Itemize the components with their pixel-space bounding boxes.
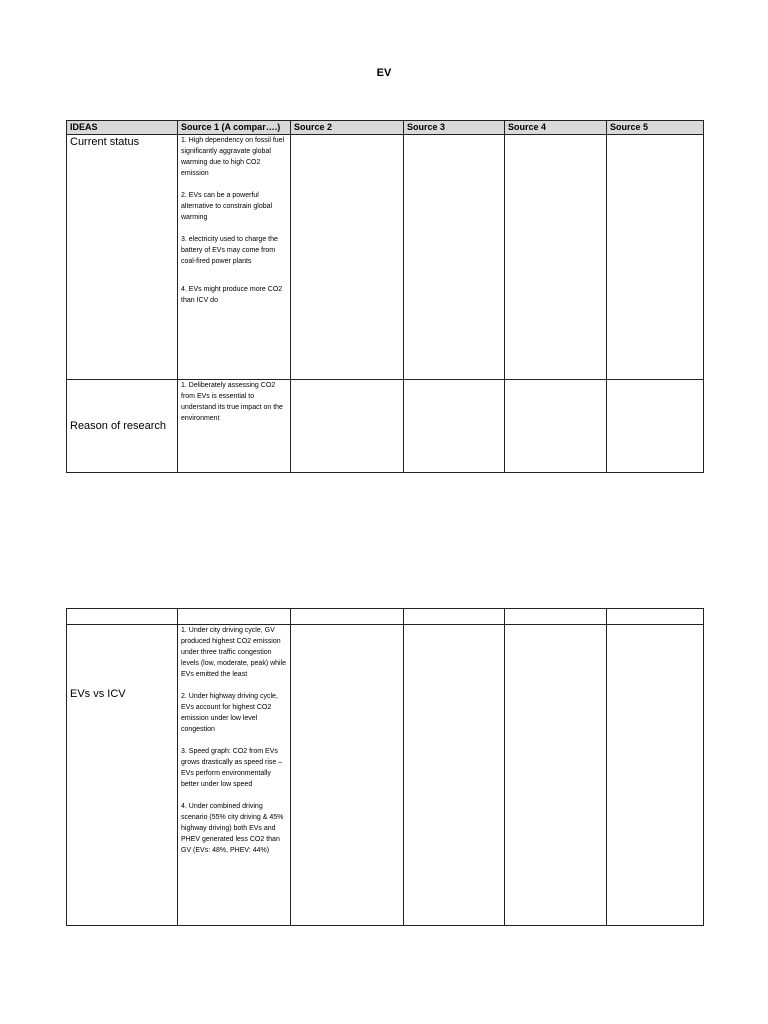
header-ideas: IDEAS xyxy=(67,121,178,135)
table-header-row xyxy=(67,121,704,135)
empty-header-row xyxy=(67,609,704,625)
ideas-table xyxy=(66,120,704,473)
idea-label: EVs vs ICV xyxy=(67,625,178,926)
header-source-3: Source 3 xyxy=(404,121,505,135)
table-row-current-status xyxy=(67,135,704,380)
source-1-notes xyxy=(178,135,291,380)
idea-label: Reason of research xyxy=(67,380,178,473)
note-item: 3. electricity used to charge the battery of EVs may come from coal-fired power plants xyxy=(181,236,278,265)
source-5-cell xyxy=(607,380,704,473)
ideas-table-continued xyxy=(66,608,704,926)
note-item: 2. Under highway driving cycle, EVs account for highest CO2 emission under low level congestion xyxy=(181,693,278,733)
source-5-cell xyxy=(607,135,704,380)
table-row-reason-of-research xyxy=(67,380,704,473)
note-item: 1. Under city driving cycle, GV produced highest CO2 emission under three traffic congestion levels (low, moderate, peak) while EVs emitted the least xyxy=(181,627,287,678)
header-source-5: Source 5 xyxy=(607,121,704,135)
header-source-2: Source 2 xyxy=(291,121,404,135)
source-2-cell xyxy=(291,135,404,380)
note-item: 4. Under combined driving scenario (55% city driving & 45% highway driving) both EVs and PHEV generated less CO2 than GV (EVs: 48%, PHEV: 44%) xyxy=(181,803,284,854)
empty-cell xyxy=(67,609,178,625)
note-item: 1. High dependency on fossil fuel significantly aggravate global warming due to high CO2 emission xyxy=(181,137,285,177)
idea-label: Current status xyxy=(67,135,178,380)
source-3-cell xyxy=(404,380,505,473)
empty-cell xyxy=(607,609,704,625)
source-4-cell xyxy=(505,135,607,380)
note-item: 1. Deliberately assessing CO2 from EVs is essential to understand its true impact on the environment xyxy=(181,382,283,422)
source-4-cell xyxy=(505,380,607,473)
note-item: 4. EVs might produce more CO2 than ICV do xyxy=(181,286,283,304)
source-1-notes xyxy=(178,625,291,926)
source-2-cell xyxy=(291,625,404,926)
header-source-1: Source 1 (A compar….) xyxy=(178,121,291,135)
table-row-evs-vs-icv xyxy=(67,625,704,926)
empty-cell xyxy=(178,609,291,625)
empty-cell xyxy=(404,609,505,625)
empty-cell xyxy=(291,609,404,625)
source-2-cell xyxy=(291,380,404,473)
note-item: 2. EVs can be a powerful alternative to constrain global warming xyxy=(181,192,273,221)
source-5-cell xyxy=(607,625,704,926)
document-title: EV xyxy=(376,67,392,79)
empty-cell xyxy=(505,609,607,625)
source-1-notes xyxy=(178,380,291,473)
header-source-4: Source 4 xyxy=(505,121,607,135)
note-item: 3. Speed graph: CO2 from EVs grows drastically as speed rise – EVs perform environmentally better under low speed xyxy=(181,748,283,788)
source-3-cell xyxy=(404,135,505,380)
source-4-cell xyxy=(505,625,607,926)
source-3-cell xyxy=(404,625,505,926)
